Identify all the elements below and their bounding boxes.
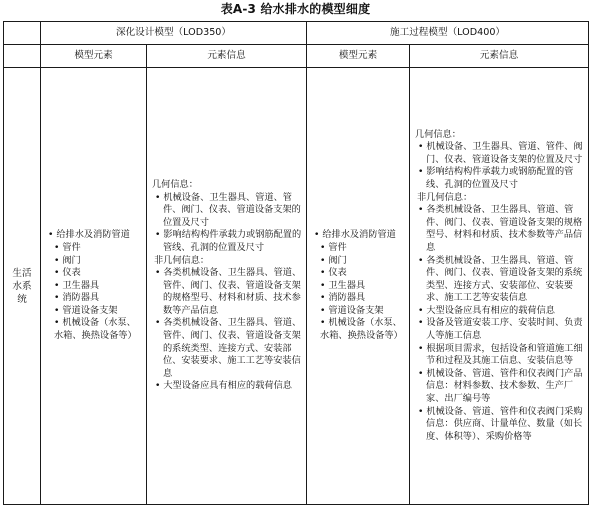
- list-item: • 各类机械设备、卫生器具、管道、管件、阀门、仪表、管道设备支架的系统类型、连接方式、安装部位、安装要求、施工工艺等安装信息: [155, 317, 302, 379]
- header-lod350: 深化设计模型（LOD350）: [41, 22, 307, 45]
- list-item: • 机械设备、管道、管件和仪表阀门产品信息：材料参数、技术参数、生产厂家、出厂编号等: [418, 367, 583, 405]
- list-item: • 大型设备应具有相应的载荷信息: [418, 304, 555, 316]
- list-item: • 机械设备（水泵、水箱、换热设备等）: [54, 317, 137, 342]
- list-item: • 管道设备支架: [320, 304, 384, 316]
- info-heading: 几何信息：: [415, 128, 461, 140]
- list-item: • 影响结构构件承载力或钢筋配置的管线、孔洞的位置及尺寸: [155, 229, 302, 253]
- system-name: 生活水系统: [12, 267, 32, 305]
- list-item: • 给排水及消防管道: [48, 229, 130, 241]
- info-heading: 几何信息：: [152, 178, 198, 190]
- list-item: • 影响结构构件承载力或钢筋配置的管线、孔洞的位置及尺寸: [418, 166, 574, 190]
- list-item: • 卫生器具: [320, 279, 366, 291]
- header-blank-cell: [4, 45, 41, 68]
- list-item: • 卫生器具: [54, 279, 100, 291]
- list-item: • 消防器具: [320, 292, 366, 304]
- header-lod350-info: 元素信息: [147, 45, 307, 68]
- list-item: • 阀门: [320, 254, 347, 266]
- model-detail-table: [3, 21, 589, 505]
- list-item: • 机械设备、卫生器具、管道、管件、阀门、仪表、管道设备支架的位置及尺寸: [155, 191, 301, 228]
- header-lod400: 施工过程模型（LOD400）: [307, 22, 589, 45]
- list-item: • 大型设备应具有相应的载荷信息: [155, 380, 292, 392]
- header-lod350-elements: 模型元素: [41, 45, 147, 68]
- list-item: • 管件: [54, 241, 81, 253]
- system-name-cell: [4, 68, 41, 505]
- list-item: • 仪表: [54, 267, 81, 279]
- list-item: • 机械设备、卫生器具、管道、管件、阀门、仪表、管道设备支架的位置及尺寸: [418, 141, 583, 165]
- list-item: • 设备及管道安装工序、安装时间、负责人等施工信息: [418, 317, 583, 342]
- list-item: • 给排水及消防管道: [314, 229, 396, 241]
- list-item: • 管道设备支架: [54, 304, 118, 316]
- info-heading: 非几何信息：: [417, 191, 473, 203]
- lod350-elements-cell: [41, 68, 147, 505]
- header-row-columns: [4, 45, 589, 68]
- list-item: • 管件: [320, 241, 347, 253]
- list-item: • 各类机械设备、卫生器具、管道、管件、阀门、仪表、管道设备支架的规格型号、材料和材质、技术参数等产品信息: [418, 204, 583, 253]
- list-item: • 根据项目需求，包括设备和管道施工细节和过程及其施工信息、安装信息等: [418, 342, 583, 367]
- list-item: • 阀门: [54, 254, 81, 266]
- table-title: 表A-3 给水排水的模型细度: [220, 2, 371, 16]
- lod400-elements-cell: [307, 68, 410, 505]
- table-row: [4, 68, 589, 505]
- list-item: • 机械设备（水泵、水箱、换热设备等）: [320, 317, 403, 342]
- list-item: • 仪表: [320, 267, 347, 279]
- info-heading: 非几何信息：: [154, 254, 210, 266]
- header-lod400-info: 元素信息: [410, 45, 589, 68]
- list-item: • 消防器具: [54, 292, 100, 304]
- list-item: • 机械设备、管道、管件和仪表阀门采购信息：供应商、计量单位、数量（如长度、体积等）、采购价格等: [418, 405, 583, 442]
- list-item: • 各类机械设备、卫生器具、管道、管件、阀门、仪表、管道设备支架的系统类型、连接方式、安装部位、安装要求、施工工艺等安装信息: [418, 254, 583, 304]
- header-blank-cell: [4, 22, 41, 45]
- header-lod400-elements: 模型元素: [307, 45, 410, 68]
- lod350-info-cell: [147, 68, 307, 505]
- header-row-stage: [4, 22, 589, 45]
- list-item: • 各类机械设备、卫生器具、管道、管件、阀门、仪表、管道设备支架的规格型号、材料和材质、技术参数等产品信息: [155, 267, 302, 316]
- lod400-info-cell: [410, 68, 589, 505]
